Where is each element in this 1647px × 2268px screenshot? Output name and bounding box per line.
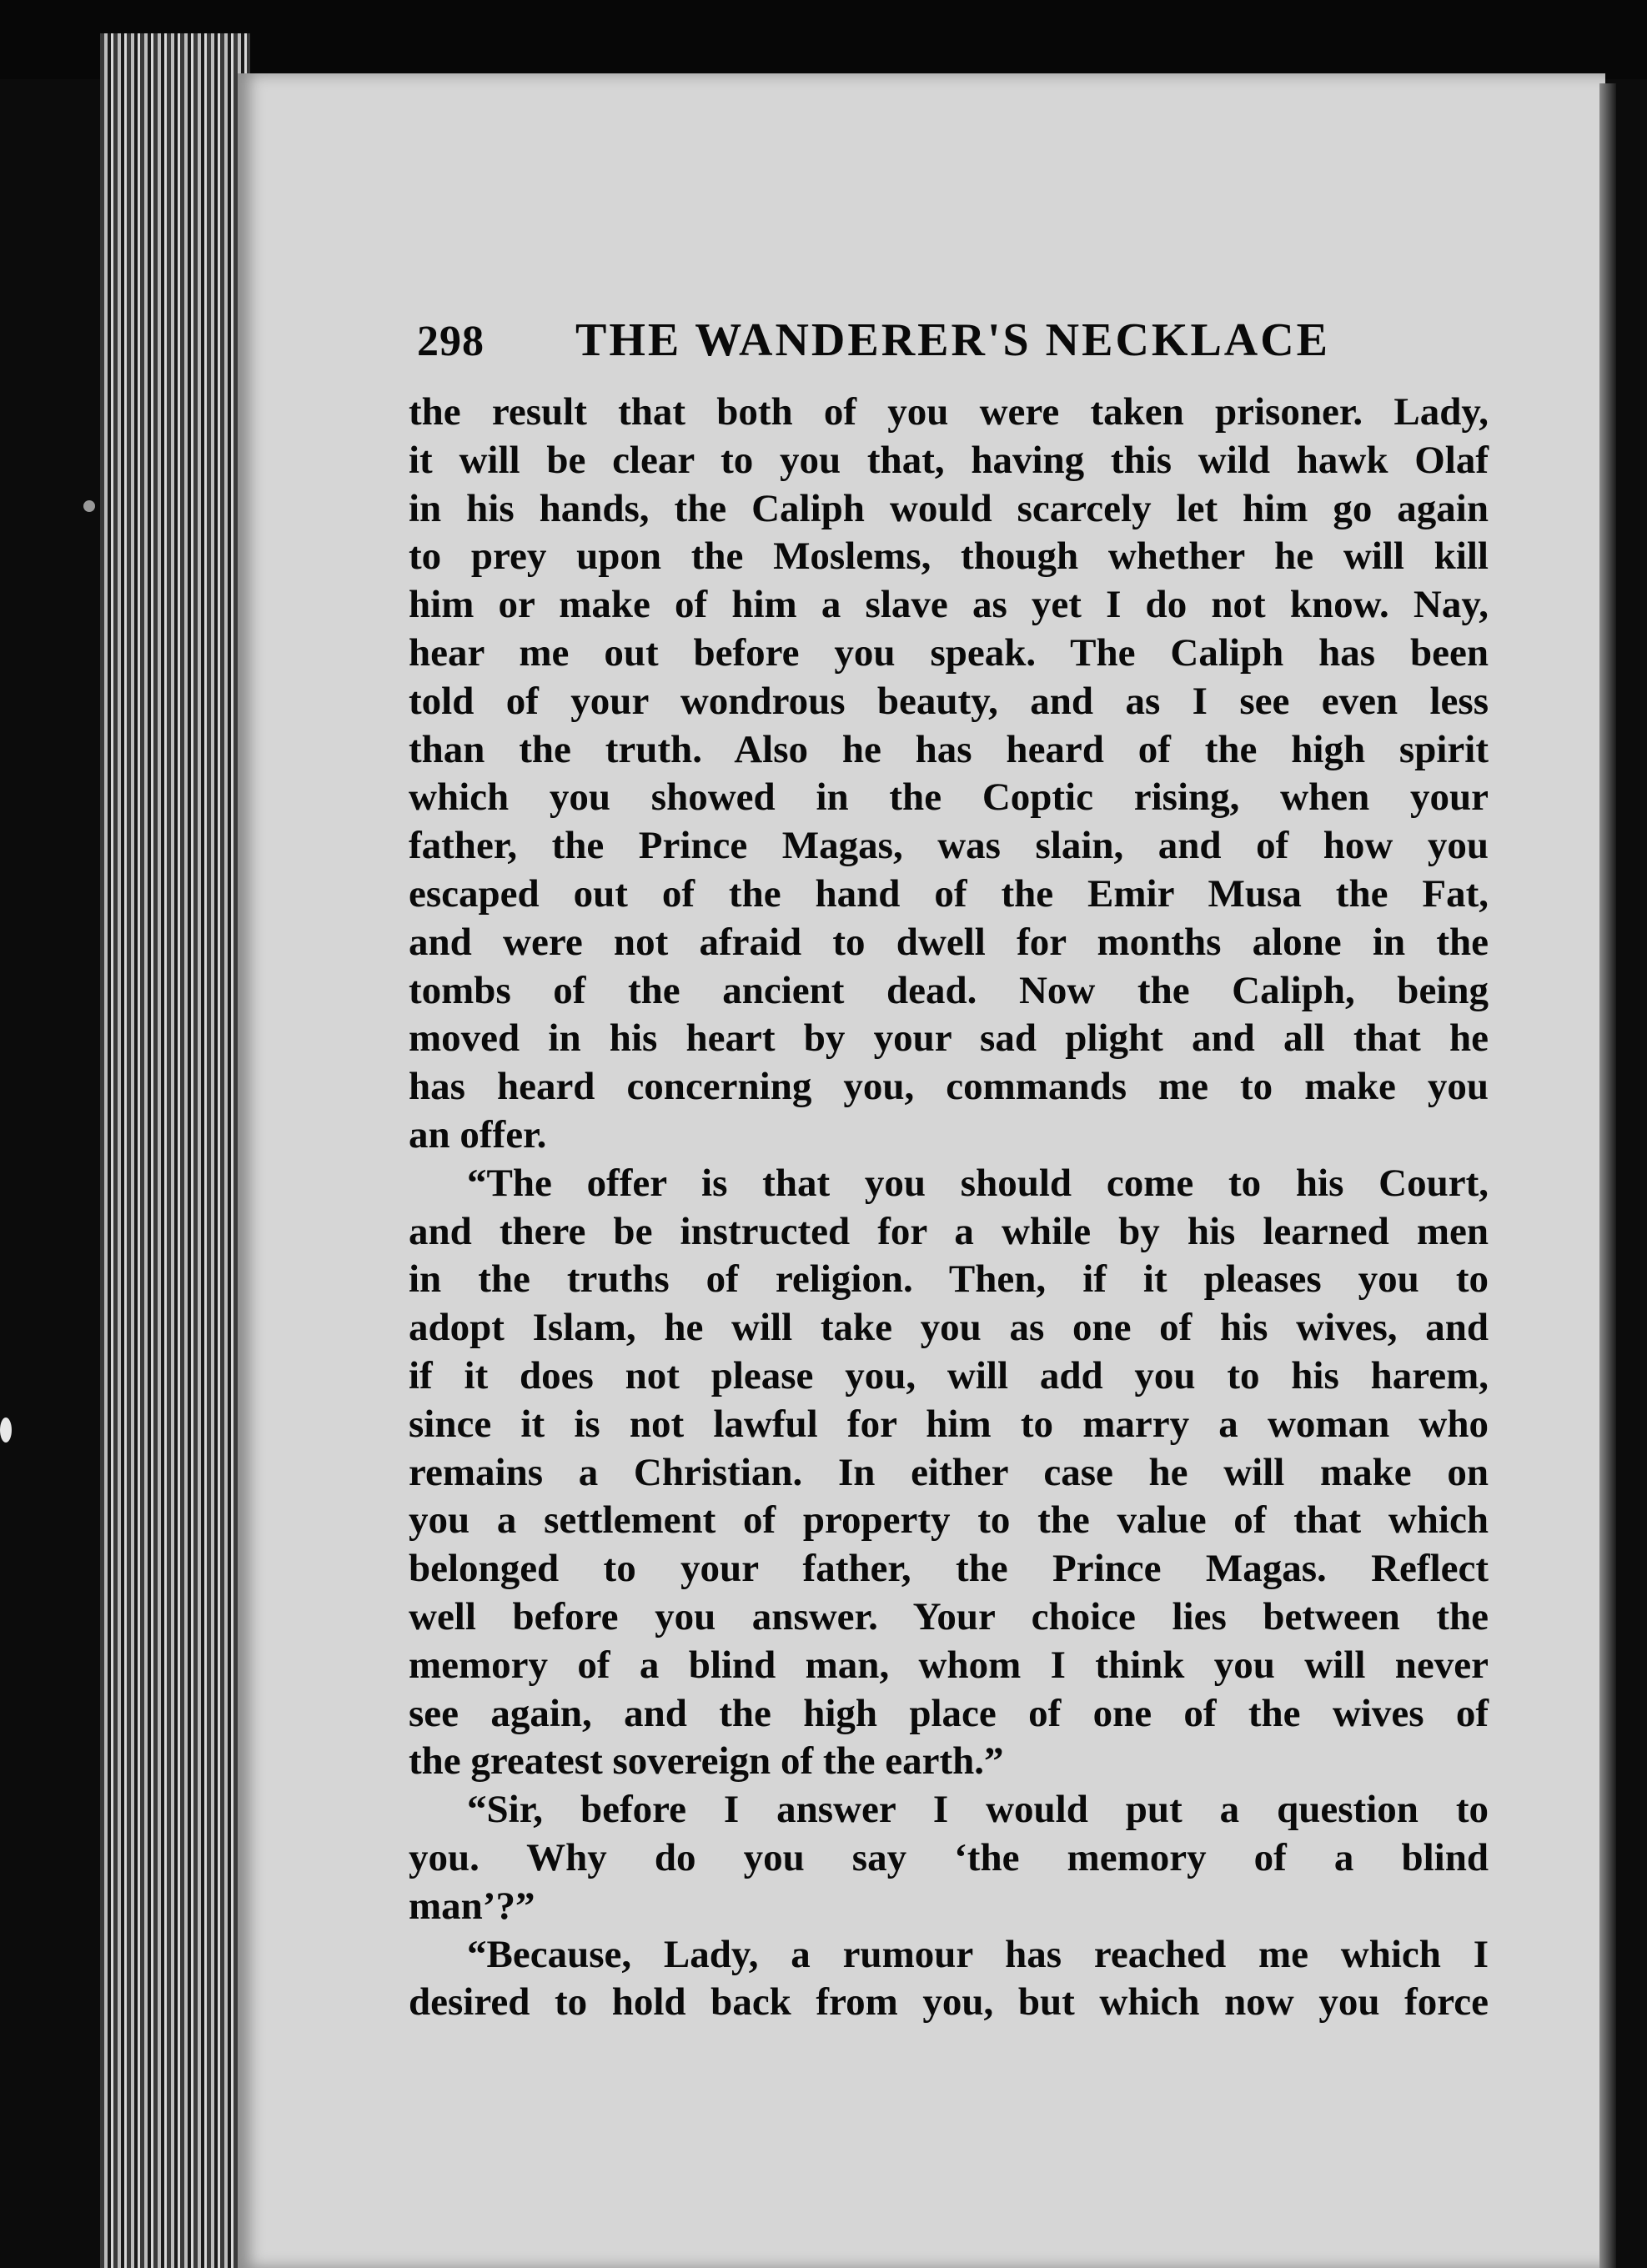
text-line: moved in his heart by your sad plight and all that he: [409, 1016, 1489, 1061]
text-line: has heard concerning you, commands me to make you: [409, 1065, 1489, 1109]
text-line: see again, and the high place of one of the wives of: [409, 1691, 1489, 1735]
text-line: the greatest sovereign of the earth.”: [409, 1739, 1004, 1784]
text-line: escaped out of the hand of the Emir Musa the Fat,: [409, 871, 1489, 916]
text-line: remains a Christian. In either case he will make on: [409, 1450, 1489, 1494]
text-line: since it is not lawful for him to marry a woman who: [409, 1402, 1489, 1446]
text-line: it will be clear to you that, having this wild hawk Olaf: [409, 438, 1489, 482]
page-number: 298: [417, 318, 485, 365]
book-page: [238, 73, 1605, 2268]
dust-speck: [0, 1418, 12, 1443]
text-line: adopt Islam, he will take you as one of his wives, and: [409, 1306, 1489, 1350]
text-line: you a settlement of property to the value of that which: [409, 1498, 1489, 1543]
text-line: father, the Prince Magas, was slain, and of how you: [409, 824, 1489, 868]
text-line: in his hands, the Caliph would scarcely let him go again: [409, 486, 1489, 530]
text-line: to prey upon the Moslems, though whether he will kill: [409, 534, 1489, 579]
text-line: belonged to your father, the Prince Magas. Reflect: [409, 1547, 1489, 1591]
text-line: hear me out before you speak. The Caliph has been: [409, 630, 1489, 675]
page-right-edge-shadow: [1599, 83, 1616, 2268]
text-line: told of your wondrous beauty, and as I see even less: [409, 679, 1489, 723]
text-line: which you showed in the Coptic rising, when your: [409, 775, 1489, 820]
text-line: the result that both of you were taken prisoner. Lady,: [409, 390, 1489, 434]
running-title: THE WANDERER'S NECKLACE: [575, 314, 1331, 366]
text-line: well before you answer. Your choice lies between the: [409, 1594, 1489, 1638]
text-line: man’?”: [409, 1884, 535, 1928]
page-header: [417, 240, 1584, 366]
body-text: [409, 389, 1489, 2027]
text-line: an offer.: [409, 1112, 547, 1157]
text-line: you. Why do you say ‘the memory of a blind: [409, 1835, 1489, 1879]
text-line: “Sir, before I answer I would put a question to: [467, 1788, 1489, 1832]
text-line: and there be instructed for a while by his learned men: [409, 1209, 1489, 1253]
text-line: “The offer is that you should come to his Court,: [467, 1161, 1489, 1205]
text-line: in the truths of religion. Then, if it pleases you to: [409, 1257, 1489, 1302]
dust-speck: [83, 500, 95, 512]
text-line: “Because, Lady, a rumour has reached me which I: [467, 1932, 1489, 1976]
text-line: if it does not please you, will add you to his harem,: [409, 1353, 1489, 1397]
text-line: memory of a blind man, whom I think you will never: [409, 1643, 1489, 1687]
book-page-edges: [100, 33, 250, 2268]
text-line: tombs of the ancient dead. Now the Caliph, being: [409, 968, 1489, 1012]
text-line: and were not afraid to dwell for months alone in the: [409, 920, 1489, 964]
text-line: desired to hold back from you, but which now you force: [409, 1980, 1489, 2025]
text-line: than the truth. Also he has heard of the high spirit: [409, 727, 1489, 771]
text-line: him or make of him a slave as yet I do not know. Nay,: [409, 583, 1489, 627]
